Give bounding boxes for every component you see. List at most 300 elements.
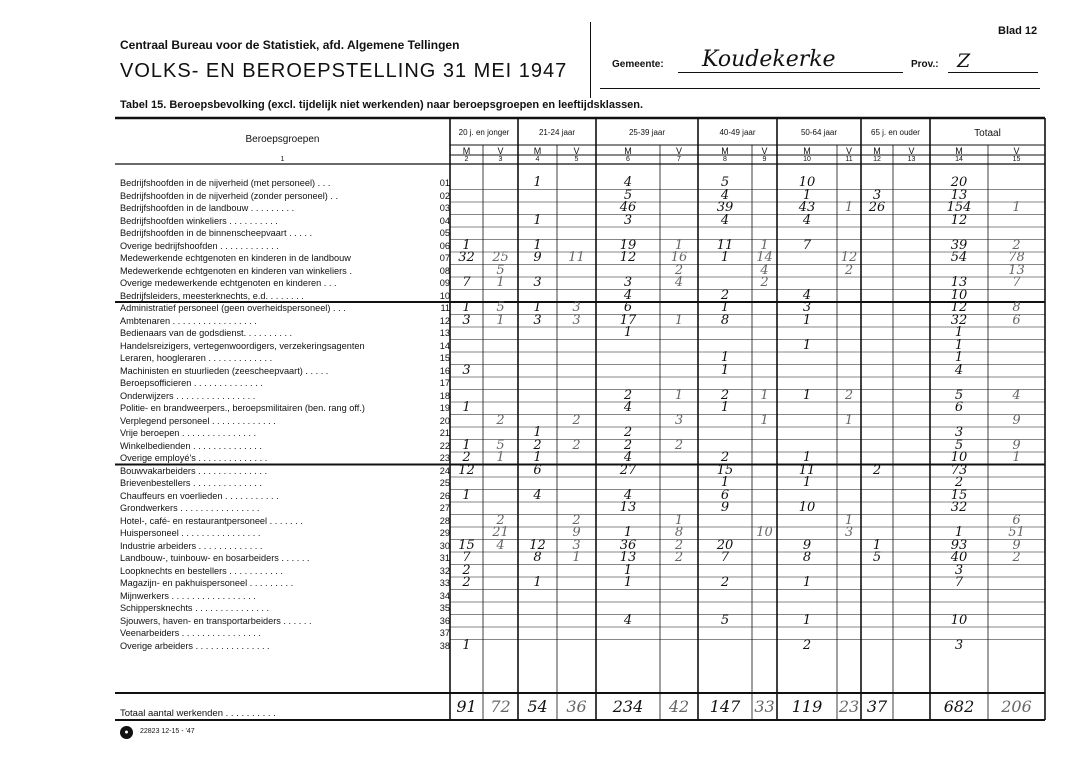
row-label: Verplegend personeel . . . . . . . . . . . . . [120, 415, 276, 426]
row-code: 34 [439, 590, 450, 601]
row-label: Schippersknechts . . . . . . . . . . . . . . . [120, 603, 270, 613]
table-cell: 1 [533, 450, 542, 465]
row-label: Magazijn- en pakhuispersoneel . . . . . . . . . [120, 578, 294, 588]
age-class-header: 21-24 jaar [538, 128, 576, 137]
table-cell: 4 [720, 187, 730, 203]
table-cell: 5 [496, 262, 505, 278]
table-cell: 8 [1012, 300, 1021, 315]
row-code: 36 [439, 615, 450, 626]
table-cell: 1 [954, 325, 964, 340]
column-number: 10 [803, 156, 811, 163]
table-cell: 1 [533, 175, 542, 190]
row-code: 29 [439, 528, 450, 538]
age-class-header: Totaal [974, 128, 1001, 139]
row-code: 10 [439, 290, 450, 301]
row-code: 17 [439, 378, 450, 388]
table-cell: 3 [462, 362, 471, 378]
row-label: Bedrijfshoofden in de landbouw . . . . . . . . . [120, 203, 295, 213]
total-cell: 147 [709, 697, 741, 716]
row-label: Overige arbeiders . . . . . . . . . . . . . . . [120, 640, 270, 651]
table-cell: 12 [529, 537, 546, 553]
table-cell: 8 [533, 550, 542, 565]
table-cell: 78 [1008, 250, 1025, 265]
table-cell: 7 [462, 275, 471, 290]
table-cell: 11 [798, 462, 816, 478]
sex-header-v: V [845, 146, 852, 156]
row-code: 31 [439, 553, 450, 563]
row-label: Loopknechts en bestellers . . . . . . . . . . . [120, 565, 283, 576]
row-label: Hotel-, café- en restaurantpersoneel . . . . . . . [120, 515, 303, 526]
table-cell: 1 [572, 550, 581, 565]
row-code: 02 [439, 190, 450, 201]
table-cell: 4 [623, 287, 633, 303]
table-cell: 16 [670, 250, 688, 265]
row-label: Bedienaars van de godsdienst. . . . . . . . . . [120, 328, 293, 338]
row-label: Veenarbeiders . . . . . . . . . . . . . . . . [120, 628, 261, 638]
table-cell: 5 [954, 437, 964, 453]
table-cell: 1 [802, 450, 812, 465]
sex-header-v: V [573, 146, 580, 156]
row-label: Huispersoneel . . . . . . . . . . . . . . . . [120, 528, 261, 538]
table-cell: 12 [458, 462, 475, 478]
table-cell: 2 [872, 462, 882, 478]
table-cell: 1 [720, 362, 730, 378]
table-cell: 3 [533, 275, 542, 290]
table-cell: 2 [674, 537, 684, 553]
province-label: Prov.: [911, 59, 939, 70]
table-cell: 13 [619, 550, 637, 565]
table-cell: 20 [950, 175, 968, 190]
table-cell: 1 [462, 487, 471, 503]
row-code: 19 [439, 403, 450, 413]
row-code: 18 [439, 390, 450, 401]
sex-header-m: M [803, 146, 811, 156]
sex-header-m: M [873, 146, 881, 156]
table-cell: 5 [623, 187, 633, 203]
row-label: Handelsreizigers, vertegenwoordigers, verzekeringsagenten [120, 340, 365, 351]
age-class-header: 40-49 jaar [719, 128, 756, 137]
column-number: 15 [1012, 156, 1021, 163]
table-cell: 1 [496, 450, 505, 465]
table-cell: 4 [802, 287, 812, 303]
table-cell: 4 [623, 175, 633, 190]
row-code: 08 [439, 265, 450, 276]
table-cell: 9 [572, 525, 581, 540]
total-cell: 206 [1001, 697, 1032, 716]
table-cell: 1 [872, 537, 882, 553]
table-cell: 93 [950, 537, 968, 553]
table-cell: 1 [533, 237, 542, 253]
table-cell: 11 [716, 237, 734, 253]
row-label: Bedrijfsleiders, meesterknechts, e.d. . . . . . . . [120, 290, 304, 301]
table-cell: 1 [674, 237, 684, 253]
row-code: 37 [439, 628, 450, 638]
table-cell: 4 [954, 362, 964, 378]
row-label: Machinisten en stuurlieden (zeescheepvaart) . . . . . [120, 365, 329, 376]
row-code: 06 [439, 240, 450, 251]
age-class-header: 65 j. en ouder [871, 128, 920, 137]
table-cell: 17 [619, 312, 637, 328]
table-cell: 2 [760, 275, 769, 290]
table-cell: 3 [954, 425, 964, 440]
table-cell: 8 [674, 525, 684, 540]
table-cell: 6 [1012, 312, 1021, 328]
row-code: 25 [439, 478, 450, 488]
sex-header-m: M [624, 146, 632, 156]
table-cell: 1 [760, 237, 769, 253]
total-cell: 54 [527, 697, 548, 716]
table-cell: 3 [572, 312, 581, 328]
table-cell: 32 [950, 500, 968, 515]
row-code: 33 [439, 578, 450, 588]
gemeente-value: Koudekerke [702, 47, 836, 72]
table-cell: 2 [496, 512, 505, 528]
table-cell: 4 [1012, 387, 1021, 403]
table-cell: 39 [716, 200, 734, 215]
table-cell: 4 [674, 275, 684, 290]
row-label: Medewerkende echtgenoten en kinderen van winkeliers . [120, 265, 352, 276]
row-label: Overige bedrijfshoofden . . . . . . . . . . . . [120, 240, 279, 251]
row-label: Sjouwers, haven- en transportarbeiders . . . . . . [120, 615, 312, 626]
table-cell: 2 [720, 575, 730, 590]
table-cell: 2 [623, 437, 633, 453]
table-cell: 12 [950, 212, 968, 228]
table-cell: 1 [802, 337, 812, 353]
table-cell: 36 [619, 537, 637, 553]
table-cell: 3 [674, 412, 684, 428]
total-cell: 37 [866, 697, 888, 716]
column-number: 14 [955, 156, 963, 163]
sex-header-v: V [675, 146, 682, 156]
table-cell: 1 [533, 425, 542, 440]
table-cell: 2 [1012, 550, 1021, 565]
sex-header-m: M [462, 146, 471, 156]
table-cell: 54 [950, 250, 968, 265]
table-cell: 12 [619, 250, 637, 265]
table-cell: 1 [462, 237, 471, 253]
table-cell: 1 [533, 212, 542, 228]
table-cell: 1 [720, 400, 730, 415]
table-cell: 4 [720, 212, 730, 228]
row-code: 07 [439, 253, 450, 263]
table-cell: 1 [802, 312, 812, 328]
row-code: 28 [439, 515, 450, 526]
row-label: Medewerkende echtgenoten en kinderen in de landbouw [120, 253, 351, 263]
table-cell: 2 [720, 387, 730, 403]
table-cell: 21 [492, 525, 509, 540]
table-cell: 1 [674, 512, 684, 528]
total-cell: 42 [668, 697, 690, 716]
table-cell: 1 [623, 575, 633, 590]
row-label: Bouwvakarbeiders . . . . . . . . . . . . . . [120, 465, 268, 476]
column-number: 7 [677, 156, 681, 163]
table-cell: 40 [950, 550, 968, 565]
row-code: 21 [439, 428, 450, 438]
row-label: Winkelbedienden . . . . . . . . . . . . . . [120, 440, 262, 451]
row-code: 03 [439, 203, 450, 213]
table-cell: 2 [844, 262, 854, 278]
table-cell: 1 [720, 300, 730, 315]
sex-header-m: M [533, 146, 542, 156]
table-cell: 6 [1012, 512, 1021, 528]
row-code: 01 [439, 178, 450, 188]
sex-header-v: V [1013, 146, 1020, 156]
table-cell: 13 [950, 187, 968, 203]
table-cell: 1 [802, 387, 812, 403]
table-cell: 1 [720, 475, 730, 490]
row-code: 11 [440, 303, 450, 313]
sex-header-m: M [721, 146, 729, 156]
table-cell: 7 [462, 550, 471, 565]
table-cell: 2 [844, 387, 854, 403]
total-cell: 91 [456, 697, 477, 716]
column-number: 5 [574, 156, 579, 163]
table-cell: 1 [496, 275, 505, 290]
table-cell: 9 [1012, 412, 1021, 428]
table-cell: 6 [533, 462, 542, 478]
gemeente-label: Gemeente: [612, 59, 664, 70]
table-cell: 1 [720, 350, 730, 365]
row-code: 32 [439, 565, 450, 576]
table-cell: 10 [756, 525, 773, 540]
table-cell: 7 [954, 575, 964, 590]
column-number: 8 [723, 156, 727, 163]
sex-header-m: M [955, 146, 963, 156]
row-label: Leraren, hoogleraren . . . . . . . . . . . . . [120, 353, 273, 363]
row-label: Landbouw-, tuinbouw- en bosarbeiders . . . . . . [120, 553, 310, 563]
total-cell: 36 [566, 697, 587, 716]
row-label: Politie- en brandweerpers., beroepsmilitairen (ben. rang off.) [120, 403, 365, 413]
table-cell: 1 [533, 575, 542, 590]
table-cell: 7 [1012, 275, 1021, 290]
table-cell: 10 [950, 450, 968, 465]
table-cell: 154 [946, 200, 972, 215]
table-cell: 4 [760, 262, 769, 278]
table-cell: 1 [720, 250, 730, 265]
table-cell: 32 [950, 312, 968, 328]
total-cell: 682 [943, 697, 975, 716]
table-cell: 5 [496, 300, 505, 315]
table-cell: 1 [954, 337, 964, 353]
table-cell: 1 [954, 525, 964, 540]
table-cell: 2 [720, 450, 730, 465]
table-cell: 5 [872, 550, 882, 565]
total-cell: 23 [838, 697, 860, 716]
row-code: 15 [439, 353, 450, 363]
table-cell: 9 [1012, 437, 1021, 453]
sheet-number: Blad 12 [998, 25, 1038, 37]
row-code: 24 [439, 465, 450, 476]
row-code: 14 [439, 340, 450, 351]
row-code: 13 [439, 328, 450, 338]
table-cell: 5 [720, 612, 730, 628]
row-label: Onderwijzers . . . . . . . . . . . . . . . . [120, 390, 256, 401]
table-cell: 9 [720, 500, 730, 515]
table-cell: 3 [572, 537, 581, 553]
row-label: Mijnwerkers . . . . . . . . . . . . . . . . . [120, 590, 256, 601]
table-cell: 1 [844, 200, 854, 215]
table-cell: 10 [950, 612, 968, 628]
age-class-header: 50-64 jaar [800, 128, 838, 137]
table-cell: 1 [802, 612, 812, 628]
table-cell: 7 [720, 550, 730, 565]
table-cell: 1 [462, 637, 471, 653]
table-cell: 1 [533, 300, 542, 315]
print-logo-icon: ● [120, 726, 133, 739]
row-code: 12 [439, 315, 450, 326]
table-cell: 1 [760, 412, 769, 428]
row-code: 20 [439, 415, 450, 426]
table-cell: 3 [623, 212, 633, 228]
table-cell: 2 [674, 262, 684, 278]
table-cell: 1 [674, 312, 684, 328]
column-number-1: 1 [280, 156, 285, 163]
row-label: Bedrijfshoofden winkeliers . . . . . . . . . . [120, 215, 278, 226]
table-cell: 2 [572, 512, 581, 528]
table-cell: 25 [492, 250, 509, 265]
table-cell: 3 [462, 312, 471, 328]
column-number: 6 [626, 156, 630, 163]
table-cell: 39 [950, 237, 968, 253]
row-code: 35 [439, 603, 450, 613]
table-cell: 1 [760, 387, 769, 403]
table-cell: 12 [950, 300, 968, 315]
table-cell: 6 [954, 400, 964, 415]
table-cell: 7 [802, 237, 812, 253]
table-cell: 4 [623, 612, 633, 628]
total-cell: 33 [754, 697, 775, 716]
table-cell: 4 [496, 537, 505, 553]
table-cell: 43 [798, 200, 816, 215]
table-cell: 2 [462, 450, 471, 465]
table-cell: 1 [954, 350, 964, 365]
table-cell: 5 [720, 175, 730, 190]
row-label: Industrie arbeiders . . . . . . . . . . . . . [120, 540, 263, 551]
table-cell: 14 [756, 250, 773, 265]
table-cell: 6 [720, 487, 730, 503]
row-label: Chauffeurs en voerlieden . . . . . . . . . . . [120, 490, 279, 501]
column-number: 11 [845, 156, 853, 163]
table-cell: 32 [458, 250, 475, 265]
table-cell: 9 [802, 537, 812, 553]
table-cell: 3 [954, 562, 964, 578]
table-cell: 2 [1012, 237, 1021, 253]
table-cell: 4 [623, 487, 633, 503]
sex-header-v: V [761, 146, 768, 156]
table-cell: 2 [623, 425, 633, 440]
table-cell: 3 [572, 300, 581, 315]
table-cell: 26 [868, 200, 886, 215]
bureau-label: Centraal Bureau voor de Statistiek, afd. Algemene Tellingen [120, 38, 460, 52]
table-cell: 1 [802, 187, 812, 203]
row-code: 30 [439, 540, 450, 551]
row-code: 27 [439, 503, 450, 513]
table-cell: 10 [798, 175, 816, 190]
row-label: Bedrijfshoofden in de nijverheid (zonder personeel) . . [120, 190, 339, 201]
table-cell: 13 [950, 275, 968, 290]
sex-header-v: V [908, 146, 915, 156]
table-cell: 10 [950, 287, 968, 303]
table-cell: 1 [623, 525, 633, 540]
row-code: 26 [439, 490, 450, 501]
column-number: 2 [464, 156, 469, 163]
table-cell: 1 [802, 575, 812, 590]
row-label: Administratief personeel (geen overheidspersoneel) . . . [120, 303, 346, 313]
table-cell: 15 [950, 487, 968, 503]
table-cell: 2 [720, 287, 730, 303]
table-cell: 1 [623, 562, 633, 578]
table-cell: 15 [716, 462, 734, 478]
column-number: 13 [907, 156, 916, 163]
table-cell: 3 [802, 300, 812, 315]
table-cell: 19 [619, 237, 637, 253]
table-cell: 5 [954, 387, 964, 403]
table-cell: 51 [1008, 525, 1025, 540]
row-code: 38 [439, 640, 450, 651]
table-title: Tabel 15. Beroepsbevolking (excl. tijdelijk niet werkenden) naar beroepsgroepen en leeftijdsklassen. [120, 99, 644, 111]
table-cell: 2 [674, 437, 684, 453]
table-cell: 1 [496, 312, 505, 328]
table-cell: 3 [872, 187, 882, 203]
census-title: VOLKS- EN BEROEPSTELLING 31 MEI 1947 [120, 60, 568, 82]
row-code: 16 [439, 365, 450, 376]
sex-header-v: V [497, 146, 504, 156]
table-cell: 1 [462, 437, 471, 453]
table-cell: 1 [1012, 200, 1021, 215]
table-cell: 13 [1008, 262, 1025, 278]
column-number: 9 [762, 156, 767, 163]
table-cell: 3 [623, 275, 633, 290]
table-cell: 10 [798, 500, 816, 515]
row-label: Bedrijfshoofden in de binnenscheepvaart . . . . . [120, 228, 313, 238]
table-cell: 2 [462, 575, 471, 590]
table-cell: 4 [623, 450, 633, 465]
row-label: Beroepsofficieren . . . . . . . . . . . . . . [120, 378, 263, 388]
table-cell: 3 [844, 525, 854, 540]
totals-label: Totaal aantal werkenden . . . . . . . . . . [120, 708, 276, 719]
row-label: Ambtenaren . . . . . . . . . . . . . . . . . [120, 315, 257, 326]
table-cell: 9 [533, 250, 542, 265]
table-cell: 2 [496, 412, 505, 428]
total-cell: 234 [612, 697, 644, 716]
table-cell: 2 [623, 387, 633, 403]
table-cell: 3 [954, 637, 964, 653]
table-cell: 12 [840, 250, 858, 265]
table-cell: 6 [623, 300, 633, 315]
table-cell: 11 [568, 250, 585, 265]
row-label: Grondwerkers . . . . . . . . . . . . . . . . [120, 503, 260, 513]
total-cell: 119 [791, 697, 823, 716]
row-code: 09 [439, 278, 450, 288]
table-cell: 1 [844, 512, 854, 528]
table-cell: 1 [802, 475, 812, 490]
table-cell: 1 [623, 325, 633, 340]
table-cell: 3 [533, 312, 542, 328]
row-code: 05 [439, 228, 450, 238]
row-label: Overige employé's . . . . . . . . . . . . . . [120, 453, 268, 463]
table-cell: 8 [802, 550, 812, 565]
table-cell: 8 [720, 312, 730, 328]
table-cell: 1 [462, 400, 471, 415]
print-code: 22823 12-15 - '47 [140, 728, 195, 735]
row-code: 04 [439, 215, 450, 226]
table-cell: 46 [619, 200, 637, 215]
table-cell: 9 [1012, 537, 1021, 553]
total-cell: 72 [490, 697, 511, 716]
column-header-beroepsgroepen: Beroepsgroepen [245, 134, 320, 145]
table-cell: 1 [1012, 450, 1021, 465]
row-label: Overige medewerkende echtgenoten en kinderen . . . [120, 278, 337, 288]
